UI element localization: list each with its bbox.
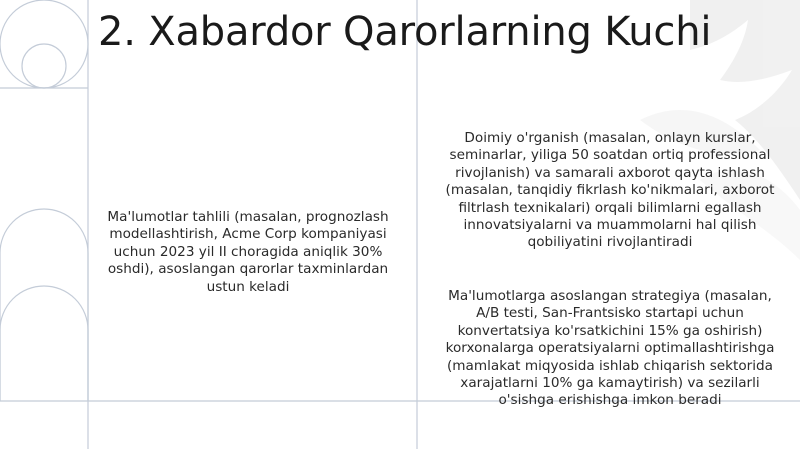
point-continuous-learning: Doimiy o'rganish (masalan, onlayn kurslar, seminarlar, yiliga 50 soatdan ortiq professional rivojlanish) va samarali axborot qayta ishlash (masalan, tanqidiy fikrlash ko'nikmalari, axborot filtrlash texnikalari) orqali bilimlarni egallash innovatsiyalarni va muammolarni hal qilish qobiliyatini rivojlantiradi [445,130,775,251]
point-data-driven-strategy: Ma'lumotlarga asoslangan strategiya (masalan, A/B testi, San-Frantsisko startapi uchun konvertatsiya ko'rsatkichini 15% ga oshirish) korxonalarga operatsiyalarni optimallashtirishga (mamlakat miqyosida ishlab chiqarish sektorida xarajatlarni 10% ga kamaytirish) va sezilarli o'sishga erishishga imkon beradi [445,288,775,409]
inner-arch-outline [0,286,88,401]
outer-arch-outline [0,209,88,401]
inner-circle-outline [22,44,66,88]
slide-title: 2. Xabardor Qarorlarning Kuchi [98,9,712,55]
point-data-analysis: Ma'lumotlar tahlili (masalan, prognozlash modellashtirish, Acme Corp kompaniyasi uchun 2023 yil II choragida aniqlik 30% oshdi), asoslangan qarorlar taxminlardan ustun keladi [107,209,389,295]
